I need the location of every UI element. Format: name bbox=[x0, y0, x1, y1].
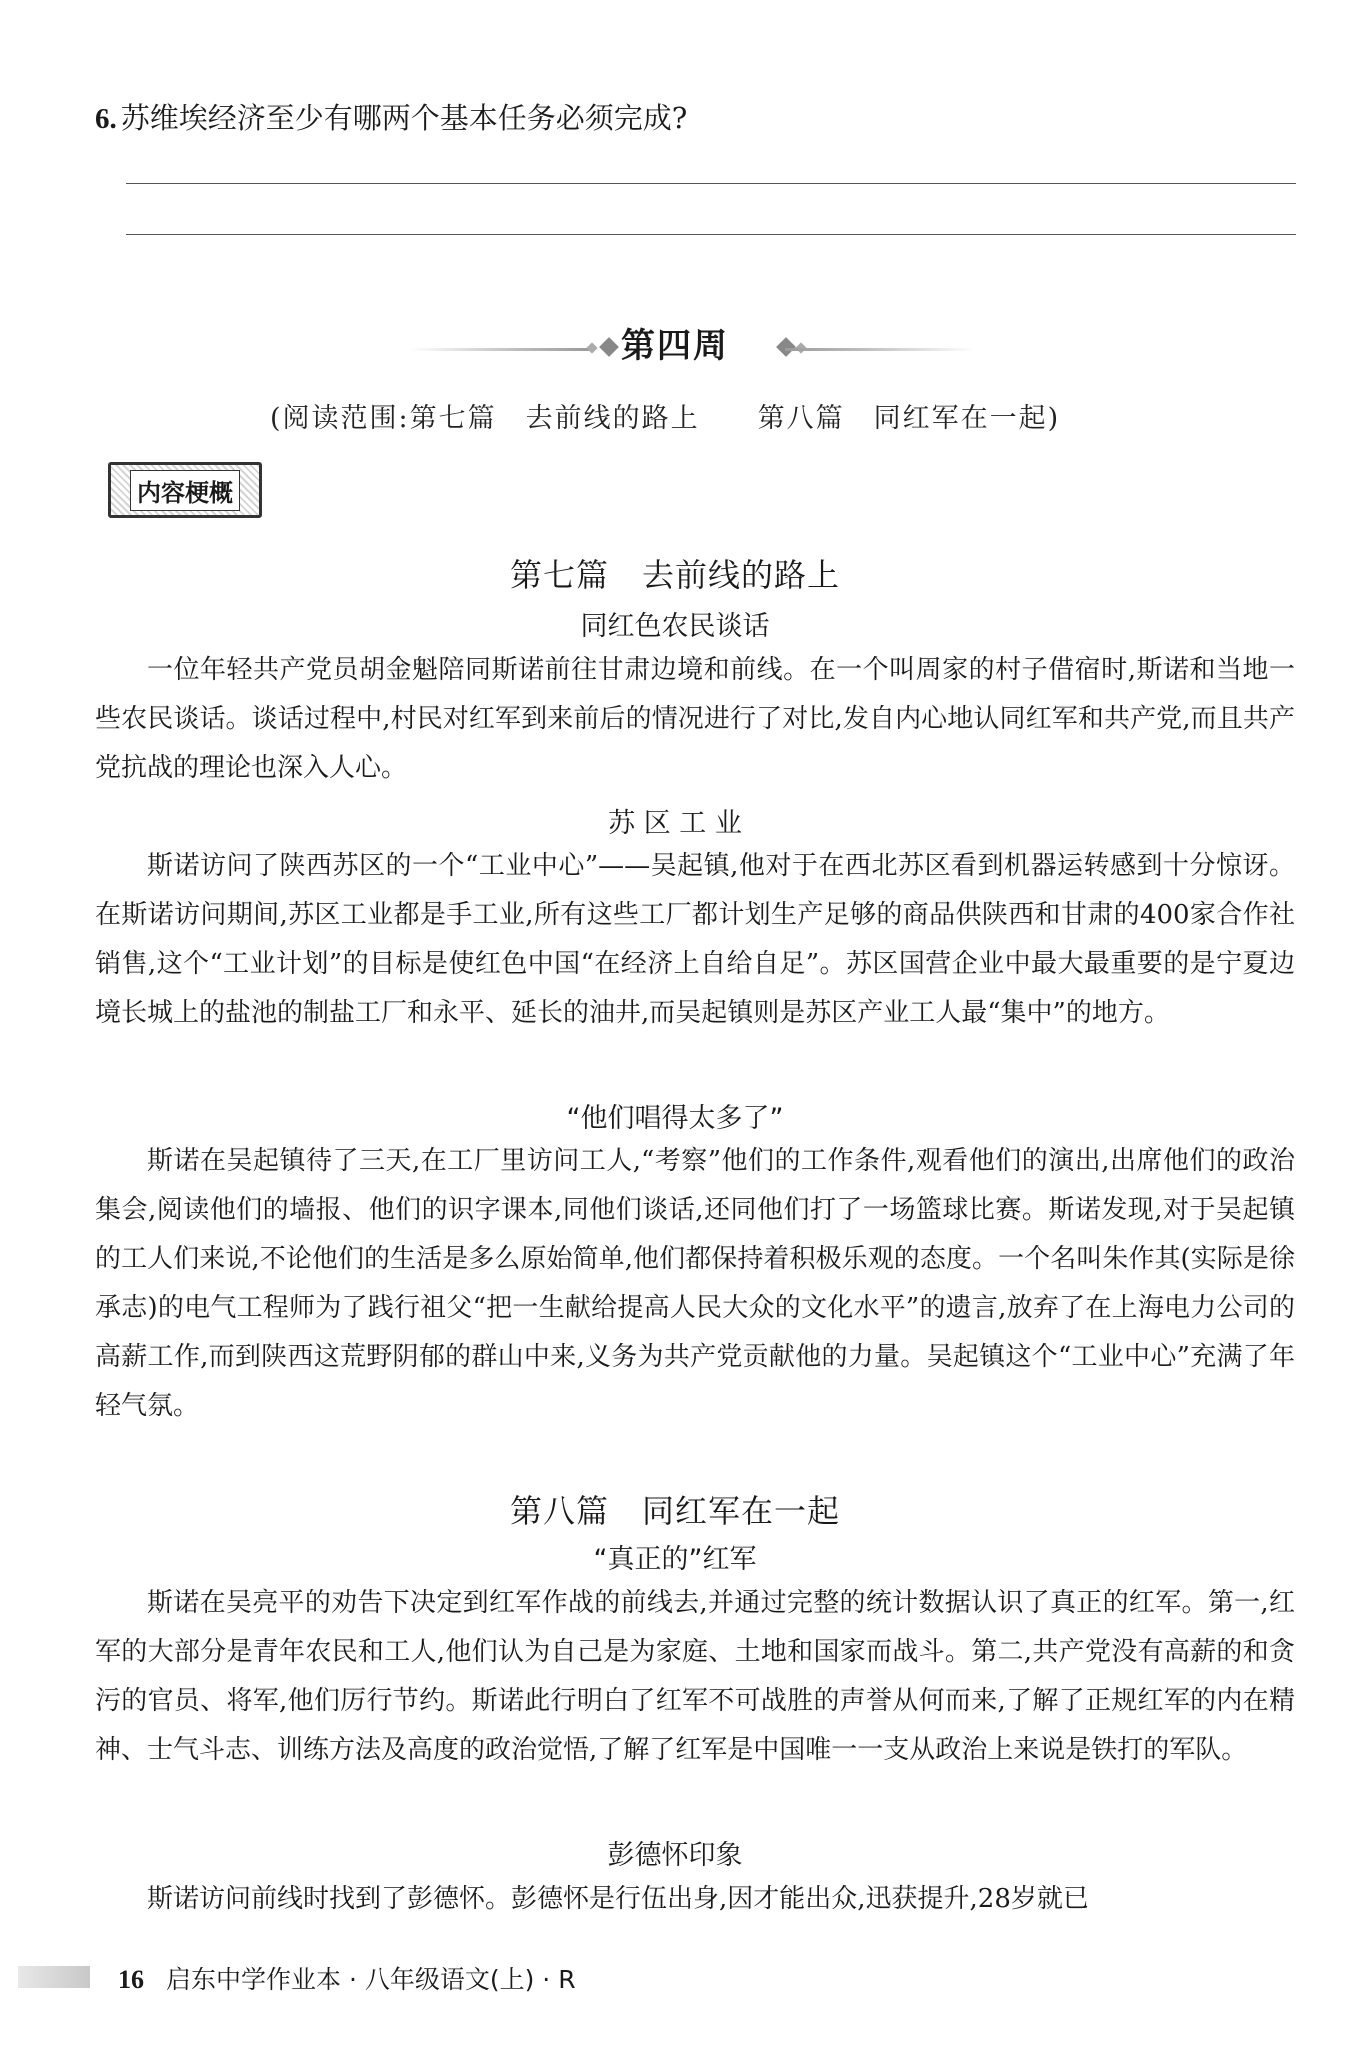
answer-line-2[interactable] bbox=[126, 234, 1296, 235]
week-header bbox=[0, 318, 1350, 368]
chapter7-title: 第七篇 去前线的路上 bbox=[509, 556, 840, 594]
summary-badge bbox=[108, 462, 262, 518]
chapter8-title: 第八篇 同红军在一起 bbox=[509, 1492, 840, 1530]
question-number: 6. bbox=[95, 103, 117, 135]
question-6 bbox=[95, 96, 687, 137]
chapter8-sec2-title: 彭德怀印象 bbox=[607, 1840, 743, 1871]
page-footer bbox=[118, 1960, 576, 1996]
footer-bar bbox=[18, 1966, 90, 1988]
answer-line-1[interactable] bbox=[126, 183, 1296, 184]
chapter7-sec1-text: 一位年轻共产党员胡金魁陪同斯诺前往甘肃边境和前线。在一个叫周家的村子借宿时,斯诺和当地一些农民谈话。谈话过程中,村民对红军到来前后的情况进行了对比,发自内心地认同红军和共产党,而且共产党抗战的理论也深入人心。 bbox=[95, 655, 1295, 783]
chapter7-sec2-text: 斯诺访问了陕西苏区的一个“工业中心”——吴起镇,他对于在西北苏区看到机器运转感到十分惊讶。在斯诺访问期间,苏区工业都是手工业,所有这些工厂都计划生产足够的商品供陕西和甘肃的400家合作社销售,这个“工业计划”的目标是使红色中国“在经济上自给自足”。苏区国营企业中最大最重要的是宁夏边境长城上的盐池的制盐工厂和永平、延长的油井,而吴起镇则是苏区产业工人最“集中”的地方。 bbox=[95, 851, 1295, 1028]
chapter7-sec1-title: 同红色农民谈话 bbox=[580, 611, 770, 642]
week-title: 第四周 bbox=[621, 326, 729, 366]
chapter8-sec1-text: 斯诺在吴亮平的劝告下决定到红军作战的前线去,并通过完整的统计数据认识了真正的红军。第一,红军的大部分是青年农民和工人,他们认为自己是为家庭、土地和国家而战斗。第二,共产党没有高薪的和贪污的官员、将军,他们厉行节约。斯诺此行明白了红军不可战胜的声誉从何而来,了解了正规红军的内在精神、士气斗志、训练方法及高度的政治觉悟,了解了红军是中国唯一一支从政治上来说是铁打的军队。 bbox=[95, 1588, 1295, 1765]
reading-range: (阅读范围:第七篇 去前线的路上 第八篇 同红军在一起) bbox=[270, 403, 1061, 434]
chapter8-sec1-title: “真正的”红军 bbox=[593, 1544, 757, 1575]
week-rule-right bbox=[785, 348, 975, 351]
book-title: 启东中学作业本 · 八年级语文(上) · R bbox=[166, 1965, 576, 1994]
chapter8-sec2-text: 斯诺访问前线时找到了彭德怀。彭德怀是行伍出身,因才能出众,迅获提升,28岁就已 bbox=[147, 1884, 1089, 1914]
page-number: 16 bbox=[118, 1965, 144, 1994]
chapter7-sec3-title: “他们唱得太多了” bbox=[566, 1103, 784, 1134]
summary-badge-label: 内容梗概 bbox=[130, 470, 240, 511]
chapter7-sec3-text: 斯诺在吴起镇待了三天,在工厂里访问工人,“考察”他们的工作条件,观看他们的演出,出席他们的政治集会,阅读他们的墙报、他们的识字课本,同他们谈话,还同他们打了一场篮球比赛。斯诺发现,对于吴起镇的工人们来说,不论他们的生活是多么原始简单,他们都保持着积极乐观的态度。一个名叫朱作其(实际是徐承志)的电气工程师为了践行祖父“把一生献给提高人民大众的文化水平”的遗言,放弃了在上海电力公司的高薪工作,而到陕西这荒野阴郁的群山中来,义务为共产党贡献他的力量。吴起镇这个“工业中心”充满了年轻气氛。 bbox=[95, 1146, 1295, 1421]
question-text: 苏维埃经济至少有哪两个基本任务必须完成? bbox=[120, 101, 688, 135]
chapter7-sec2-title: 苏 区 工 业 bbox=[608, 808, 742, 839]
